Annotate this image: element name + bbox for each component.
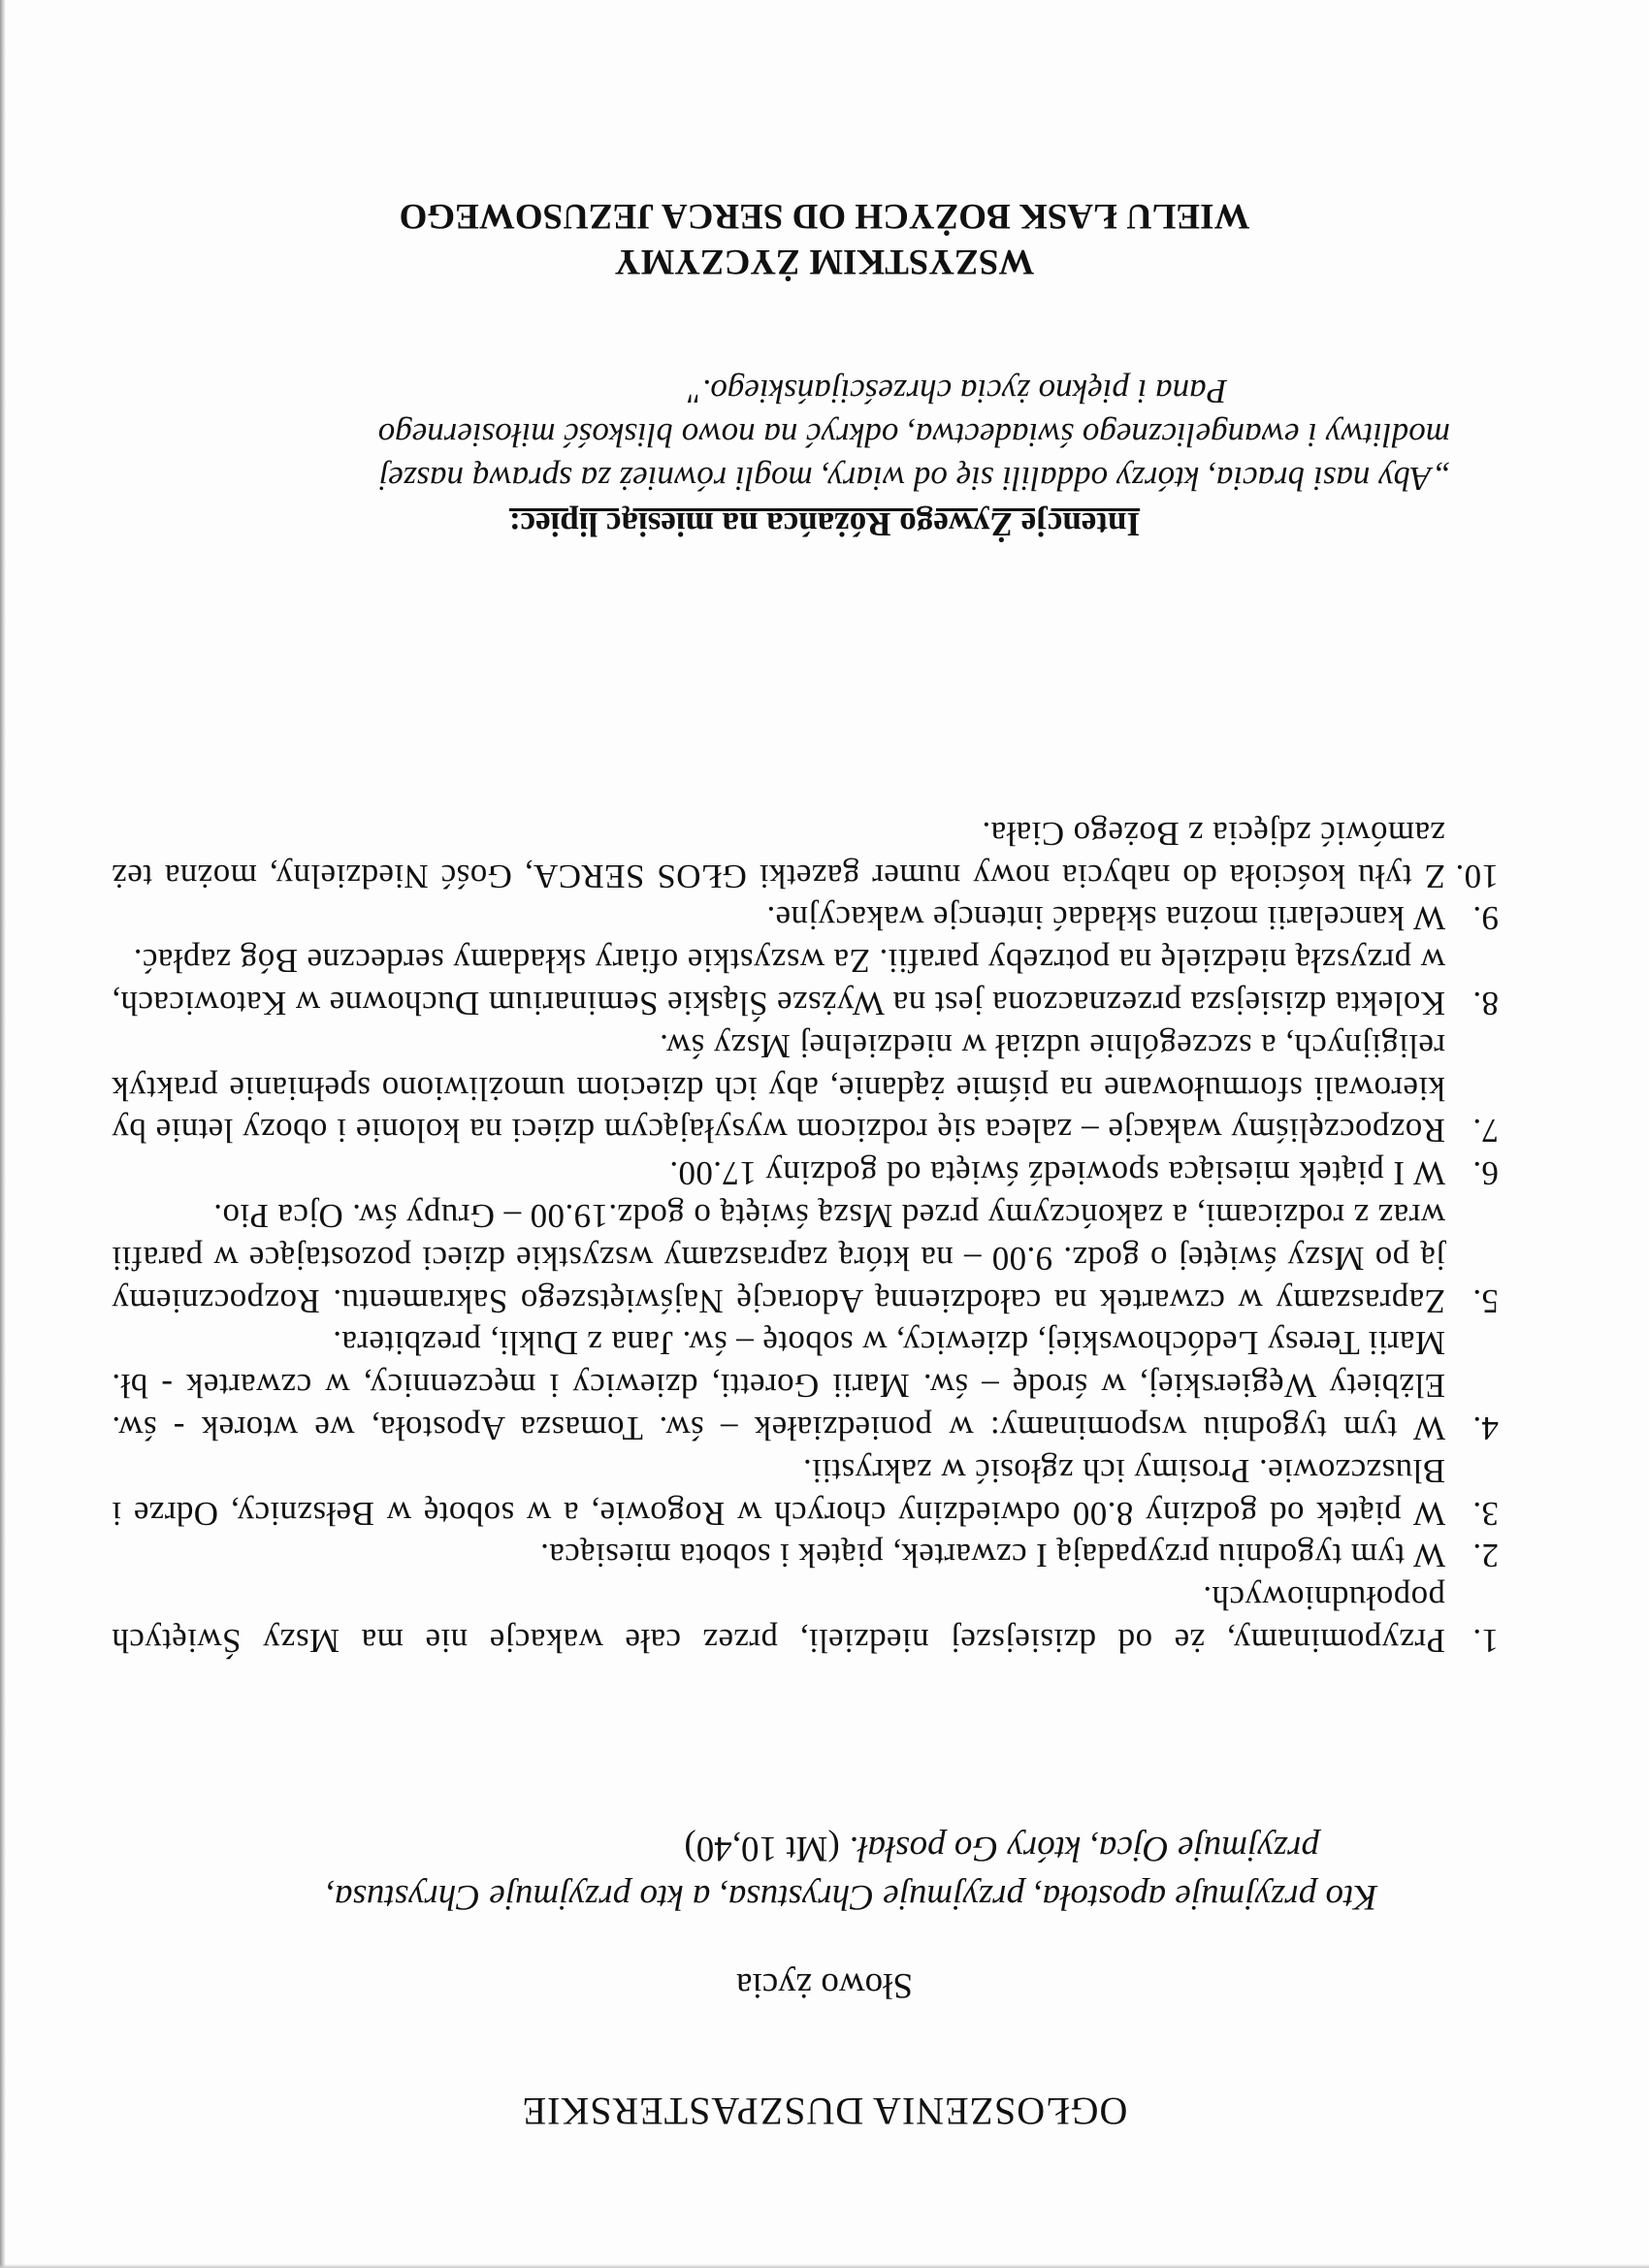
rosary-intentions-heading: Intencje Żywego Różańca na miesiąc lipiec: [508,505,1141,543]
quote-line-2-text: przyjmuje Ojca, który Go posłał. [848,1829,1319,1868]
announcement-item [112,1194,1499,1321]
announcement-item [112,1024,1499,1151]
page-subtitle: Słowo życia [736,1965,913,2005]
announcement-text: Kolekta dzisiejsza przeznaczona jest na Wyższe Śląskie Seminarium Duchowne w Katowicach, w przyszłą niedzielę na potrzeby parafii. Za wszystkie ofiary składamy serdeczne Bóg zapłać. [112,942,1445,1023]
scan-top-shadow [0,2264,1649,2268]
quote-reference: (Mt 10,40) [684,1829,840,1868]
announcement-text: W tym tygodniu przypadają I czwartek, piątek i sobota miesiąca. [539,1537,1445,1575]
announcement-number: 4. [1471,1409,1499,1448]
announcement-number: 9. [1471,899,1499,938]
announcement-number: 1. [1471,1622,1499,1660]
announcement-number: 3. [1471,1494,1499,1533]
announcement-number: 5. [1471,1281,1499,1320]
announcement-item [112,1576,1499,1662]
rosary-line-1: „Aby nasi bracia, którzy oddalili się od wiary, mogli również za sprawą naszej [378,460,1450,498]
announcement-text: W tym tygodniu wspominamy: w poniedziałek – św. Tomasza Apostoła, we wtorek - św. Elżbiety Węgierskiej, w środę – św. Marii Goretti, dziewicy i męczennicy, w czwartek - bł. Marii Teresy Ledóchowskiej, dziewicy, w sobotę – św. Jana z Dukli, prezbitera. [112,1324,1445,1448]
announcement-item [112,1322,1499,1449]
announcement-text: Zapraszamy w czwartek na całodzienną Adorację Najświętszego Sakramentu. Rozpoczniemy ją po Mszy świętej o godz. 9.00 – na którą zapraszamy wszystkie dzieci pozostające w parafii wraz z rodzicami, a zakończymy przed Mszą świętą o godz.19.00 – Grupy św. Ojca Pio. [112,1197,1445,1320]
announcement-item [112,1151,1499,1194]
announcement-item [112,1535,1499,1577]
announcement-text: Przypominamy, że od dzisiejszej niedzieli, przez całe wakacje nie ma Mszy Świętych popołudniowych. [112,1579,1445,1660]
rosary-line-3: Pana i piękno życia chrześcijańskiego." [687,373,1227,410]
announcement-text: Z tyłu kościoła do nabycia nowy numer gazetki GŁOS SERCA, Gość Niedzielny, można też zamówić zdjęcia z Bożego Ciała. [112,814,1445,895]
announcement-number: 6. [1471,1154,1499,1193]
wishes-line-2: WIELU ŁASK BOŻYCH OD SERCA JEZUSOWEGO [399,196,1250,236]
closing-wishes [0,193,1649,284]
scripture-quote [262,1824,1377,1921]
quote-line-2 [262,1824,1377,1872]
announcement-text: W piątek od godziny 8.00 odwiedziny chorych w Rogowie, a w sobotę w Bełszniсy, Odrze i Bluszczowie. Prosimy ich zgłosić w zakrystii. [112,1451,1445,1533]
announcements-list [112,812,1499,1662]
announcement-text: W I piątek miesiąca spowiedź święta od godziny 17.00. [668,1154,1445,1193]
announcement-text: Rozpoczęliśmy wakacje – zaleca się rodzicom wysyłającym dzieci na kolonie i obozy letnie by kierowali sformułowane na piśmie żądanie, aby ich dzieciom umożliwiono spełnianie praktyk religijnych, a szczególnie udział w niedzielnej Mszy św. [112,1026,1445,1150]
scan-edge-shadow [0,0,6,2268]
announcement-number: 8. [1471,985,1499,1023]
announcement-item [112,897,1499,940]
rosary-intention-text [141,370,1450,501]
quote-line-1: Kto przyjmuje apostoła, przyjmuje Chrystusa, a kto przyjmuje Chrystusa, [325,1877,1377,1917]
announcement-number: 7. [1471,1112,1499,1150]
wishes-line-1: WSZYSTKIM ŻYCZYMY [614,242,1035,281]
announcement-text: W kancelarii można składać intencje wakacyjne. [766,899,1445,938]
announcement-item [112,1449,1499,1535]
announcement-item [112,812,1499,897]
announcement-item [112,939,1499,1024]
rosary-line-2: modlitwy i ewangelicznego świadectwa, odkryć na nowo bliskość miłosiernego [377,416,1450,454]
announcement-number: 2. [1471,1537,1499,1575]
page-title: OGŁOSZENIA DUSZPASTERSKIE [521,2090,1128,2133]
announcement-number: 10. [1455,857,1499,895]
